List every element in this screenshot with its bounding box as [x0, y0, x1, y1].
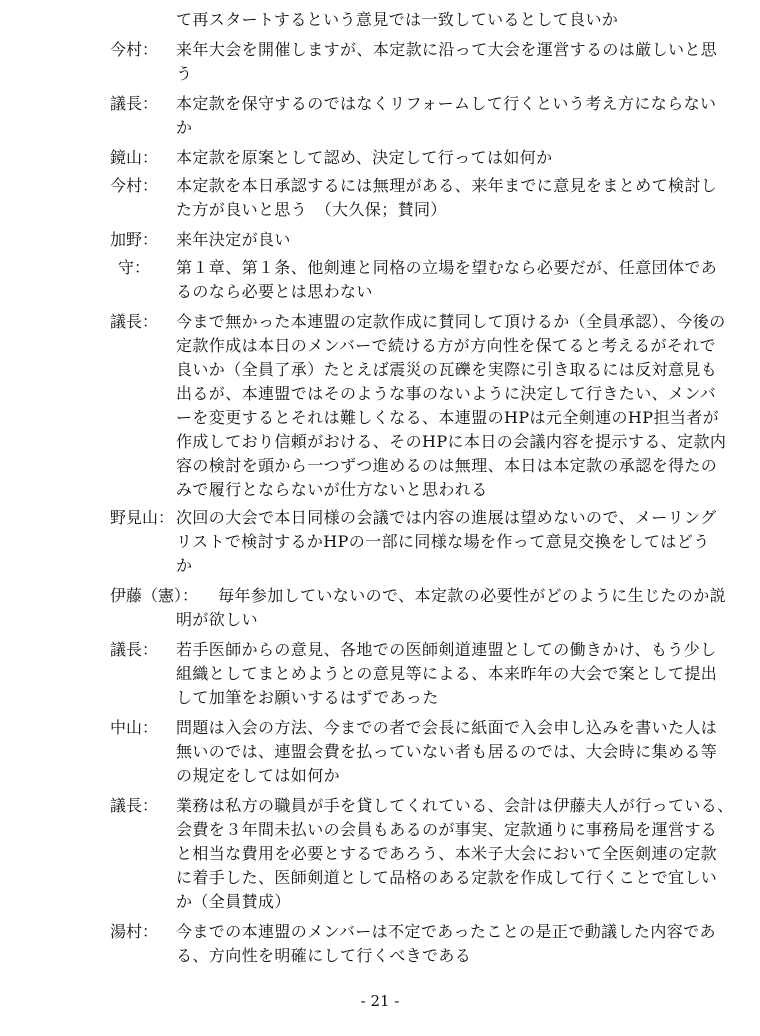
minutes-line	[0, 662, 760, 686]
minutes-text: 第１章、第１条、他剣連と同格の立場を望むなら必要だが、任意団体であ	[176, 258, 718, 277]
minutes-text: か	[176, 556, 193, 575]
minutes-line	[0, 890, 760, 914]
minutes-text: か	[176, 118, 193, 137]
minutes-line	[0, 866, 760, 890]
minutes-line	[0, 406, 760, 430]
minutes-text: 本定款を保守するのではなくリフォームして行くという考え方にならない	[176, 94, 717, 113]
speaker-name: 議長：	[110, 312, 159, 331]
speaker-name: 議長：	[110, 640, 159, 659]
minutes-line	[0, 310, 760, 334]
minutes-text: に着手した、医師剣道として品格のある定款を作成して行くことで宜しい	[176, 868, 718, 887]
minutes-line	[0, 530, 760, 554]
minutes-text: 今までの本連盟のメンバーは不定であったことの是正で動議した内容であ	[176, 922, 716, 941]
minutes-text: 問題は入会の方法、今までの者で会長に紙面で入会申し込みを書いた人は	[176, 718, 718, 737]
minutes-text: 会費を３年間未払いの会員もあるのが事実、定款通りに事務局を運営する	[176, 820, 718, 839]
minutes-line	[0, 454, 760, 478]
minutes-line	[0, 256, 760, 280]
minutes-line	[0, 764, 760, 788]
minutes-text: るのなら必要とは思わない	[176, 282, 373, 301]
speaker-name: 中山：	[110, 718, 159, 737]
minutes-text: 業務は私方の職員が手を貸してくれている、会計は伊藤夫人が行っている、	[176, 796, 734, 815]
minutes-line	[0, 478, 760, 502]
minutes-text: 良いか（全員了承）たとえば震災の瓦礫を実際に引き取るには反対意見も	[176, 360, 718, 379]
minutes-line	[0, 842, 760, 866]
minutes-line	[0, 638, 760, 662]
minutes-line	[0, 686, 760, 710]
minutes-line	[0, 716, 760, 740]
minutes-line	[0, 116, 760, 140]
minutes-text: る、方向性を明確にして行くべきである	[176, 946, 472, 965]
minutes-text: 今まで無かった本連盟の定款作成に賛同して頂けるか（全員承認）、今後の	[176, 312, 726, 331]
minutes-line	[0, 358, 760, 382]
minutes-line	[0, 228, 760, 252]
minutes-text: リストで検討するかHPの一部に同様な場を作って意見交換をしてはどう	[176, 532, 710, 551]
speaker-name: 加野：	[110, 230, 159, 249]
minutes-line	[0, 92, 760, 116]
minutes-text: と相当な費用を必要とするであろう、本米子大会において全医剣連の定款	[176, 844, 718, 863]
minutes-text: 来年決定が良い	[176, 230, 291, 249]
minutes-line	[0, 920, 760, 944]
minutes-text: 出るが、本連盟ではそのような事のないように決定して行きたい、メンバ	[176, 384, 717, 403]
minutes-text: ーを変更するとそれは難しくなる、本連盟のHPは元全剣連のHP担当者が	[176, 408, 720, 427]
minutes-text: 次回の大会で本日同様の会議では内容の進展は望めないので、メーリング	[176, 508, 717, 527]
minutes-text: 明が欲しい	[176, 610, 259, 629]
minutes-text: て再スタートするという意見では一致しているとして良いか	[176, 10, 619, 29]
minutes-line	[0, 554, 760, 578]
speaker-name: 今村：	[110, 40, 159, 59]
minutes-line	[0, 198, 760, 222]
minutes-line	[0, 8, 760, 32]
minutes-text: みで履行とならないが仕方ないと思われる	[176, 480, 488, 499]
minutes-line	[0, 174, 760, 198]
minutes-line	[0, 740, 760, 764]
minutes-text: 容の検討を頭から一つずつ進めるのは無理、本日は本定款の承認を得たの	[176, 456, 718, 475]
minutes-text: 本定款を原案として認め、決定して行っては如何か	[176, 148, 553, 167]
minutes-line	[0, 430, 760, 454]
minutes-text: の規定をしては如何か	[176, 766, 341, 785]
speaker-name: 野見山：	[110, 508, 175, 527]
minutes-line	[0, 506, 760, 530]
minutes-text: 来年大会を開催しますが、本定款に沿って大会を運営するのは厳しいと思	[176, 40, 718, 59]
speaker-name: 議長：	[110, 796, 159, 815]
minutes-line	[0, 608, 760, 632]
minutes-line	[0, 280, 760, 304]
minutes-text: う	[176, 64, 193, 83]
minutes-line	[0, 584, 760, 608]
minutes-text: して加筆をお願いするはずであった	[176, 688, 439, 707]
speaker-name: 伊藤（憲）：	[110, 586, 199, 605]
minutes-text: 組織としてまとめようとの意見等による、本来昨年の大会で案として提出	[176, 664, 718, 683]
speaker-name: 守：	[118, 258, 151, 277]
minutes-line	[0, 62, 760, 86]
minutes-text: 無いのでは、連盟会費を払っていない者も居るのでは、大会時に集める等	[176, 742, 718, 761]
speaker-name: 議長：	[110, 94, 159, 113]
minutes-line	[0, 334, 760, 358]
minutes-text: 定款作成は本日のメンバーで続ける方が方向性を保てると考えるがそれで	[176, 336, 717, 355]
minutes-line	[0, 818, 760, 842]
speaker-name: 今村：	[110, 176, 159, 195]
speaker-name: 鏡山：	[110, 148, 159, 167]
minutes-text: 毎年参加していないので、本定款の必要性がどのように生じたのか説	[218, 586, 727, 605]
minutes-text: 本定款を本日承認するには無理がある、来年までに意見をまとめて検討し	[176, 176, 718, 195]
minutes-line	[0, 794, 760, 818]
minutes-text: 作成しており信頼がおける、そのHPに本日の会議内容を提示する、定款内	[176, 432, 727, 451]
minutes-line	[0, 146, 760, 170]
minutes-line	[0, 382, 760, 406]
speaker-name: 湯村：	[110, 922, 159, 941]
page-number: - 21 -	[360, 992, 400, 1010]
minutes-line	[0, 944, 760, 968]
minutes-text: か（全員賛成）	[176, 892, 291, 911]
minutes-line	[0, 38, 760, 62]
minutes-text: た方が良いと思う （大久保；賛同）	[176, 200, 447, 219]
minutes-text: 若手医師からの意見、各地での医師剣道連盟としての働きかけ、もう少し	[176, 640, 717, 659]
